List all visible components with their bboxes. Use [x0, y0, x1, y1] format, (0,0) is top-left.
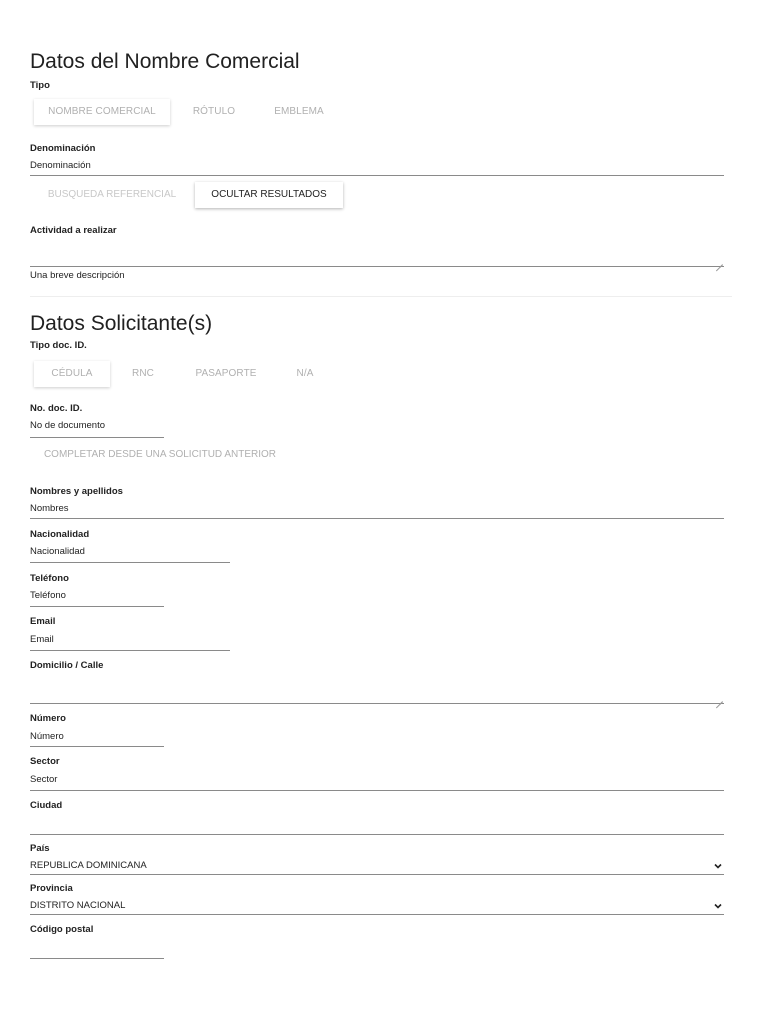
- telefono-underline: [30, 606, 164, 607]
- ocultar-resultados-button[interactable]: OCULTAR RESULTADOS: [195, 182, 343, 208]
- actividad-label: Actividad a realizar: [30, 225, 117, 236]
- tab-rnc[interactable]: RNC: [132, 368, 154, 379]
- tab-pasaporte[interactable]: PASAPORTE: [195, 368, 257, 379]
- pais-underline: [30, 874, 724, 875]
- ciudad-input[interactable]: [30, 834, 724, 835]
- section-divider: [30, 296, 732, 297]
- section-heading-solicitante: Datos Solicitante(s): [30, 312, 213, 335]
- tab-cedula[interactable]: CÉDULA: [34, 361, 110, 387]
- nombres-input[interactable]: Nombres: [30, 503, 69, 514]
- tab-na[interactable]: N/A: [296, 368, 314, 379]
- sector-underline: [30, 790, 724, 791]
- domicilio-textarea[interactable]: [30, 703, 724, 704]
- chevron-down-icon[interactable]: [714, 902, 722, 910]
- nacionalidad-label: Nacionalidad: [30, 529, 90, 540]
- no-doc-underline: [30, 437, 164, 438]
- ciudad-label: Ciudad: [30, 800, 63, 811]
- nacionalidad-input[interactable]: Nacionalidad: [30, 546, 85, 557]
- provincia-label: Provincia: [30, 883, 73, 894]
- telefono-label: Teléfono: [30, 573, 69, 584]
- no-doc-input[interactable]: No de documento: [30, 420, 105, 431]
- sector-label: Sector: [30, 756, 60, 767]
- no-doc-label: No. doc. ID.: [30, 403, 83, 414]
- resize-handle-icon[interactable]: [716, 695, 723, 702]
- actividad-hint: Una breve descripción: [30, 270, 125, 281]
- tipo-doc-label: Tipo doc. ID.: [30, 340, 87, 351]
- provincia-underline: [30, 914, 724, 915]
- pais-label: País: [30, 843, 50, 854]
- codigo-postal-input[interactable]: [30, 958, 164, 959]
- denominacion-underline: [30, 175, 724, 176]
- nombres-underline: [30, 518, 724, 519]
- numero-label: Número: [30, 713, 66, 724]
- actividad-textarea[interactable]: [30, 266, 724, 267]
- tipo-label: Tipo: [30, 80, 50, 91]
- provincia-select[interactable]: DISTRITO NACIONAL: [30, 900, 126, 911]
- numero-underline: [30, 746, 164, 747]
- email-underline: [30, 650, 230, 651]
- numero-input[interactable]: Número: [30, 731, 64, 742]
- email-label: Email: [30, 616, 56, 627]
- resize-handle-icon[interactable]: [716, 258, 723, 265]
- telefono-input[interactable]: Teléfono: [30, 590, 66, 601]
- denominacion-label: Denominación: [30, 143, 96, 154]
- email-input[interactable]: Email: [30, 634, 54, 645]
- busqueda-referencial-button[interactable]: BUSQUEDA REFERENCIAL: [47, 189, 177, 200]
- tab-nombre-comercial[interactable]: NOMBRE COMERCIAL: [34, 99, 170, 125]
- tab-rotulo[interactable]: RÓTULO: [192, 106, 236, 117]
- nombres-label: Nombres y apellidos: [30, 486, 123, 497]
- codigo-postal-label: Código postal: [30, 924, 94, 935]
- denominacion-input[interactable]: Denominación: [30, 160, 91, 171]
- tab-emblema[interactable]: EMBLEMA: [274, 106, 324, 117]
- section-heading-comercial: Datos del Nombre Comercial: [30, 50, 300, 73]
- chevron-down-icon[interactable]: [714, 862, 722, 870]
- sector-input[interactable]: Sector: [30, 774, 58, 785]
- pais-select[interactable]: REPUBLICA DOMINICANA: [30, 860, 147, 871]
- completar-solicitud-button[interactable]: COMPLETAR DESDE UNA SOLICITUD ANTERIOR: [43, 449, 277, 460]
- nacionalidad-underline: [30, 562, 230, 563]
- domicilio-label: Domicilio / Calle: [30, 660, 104, 671]
